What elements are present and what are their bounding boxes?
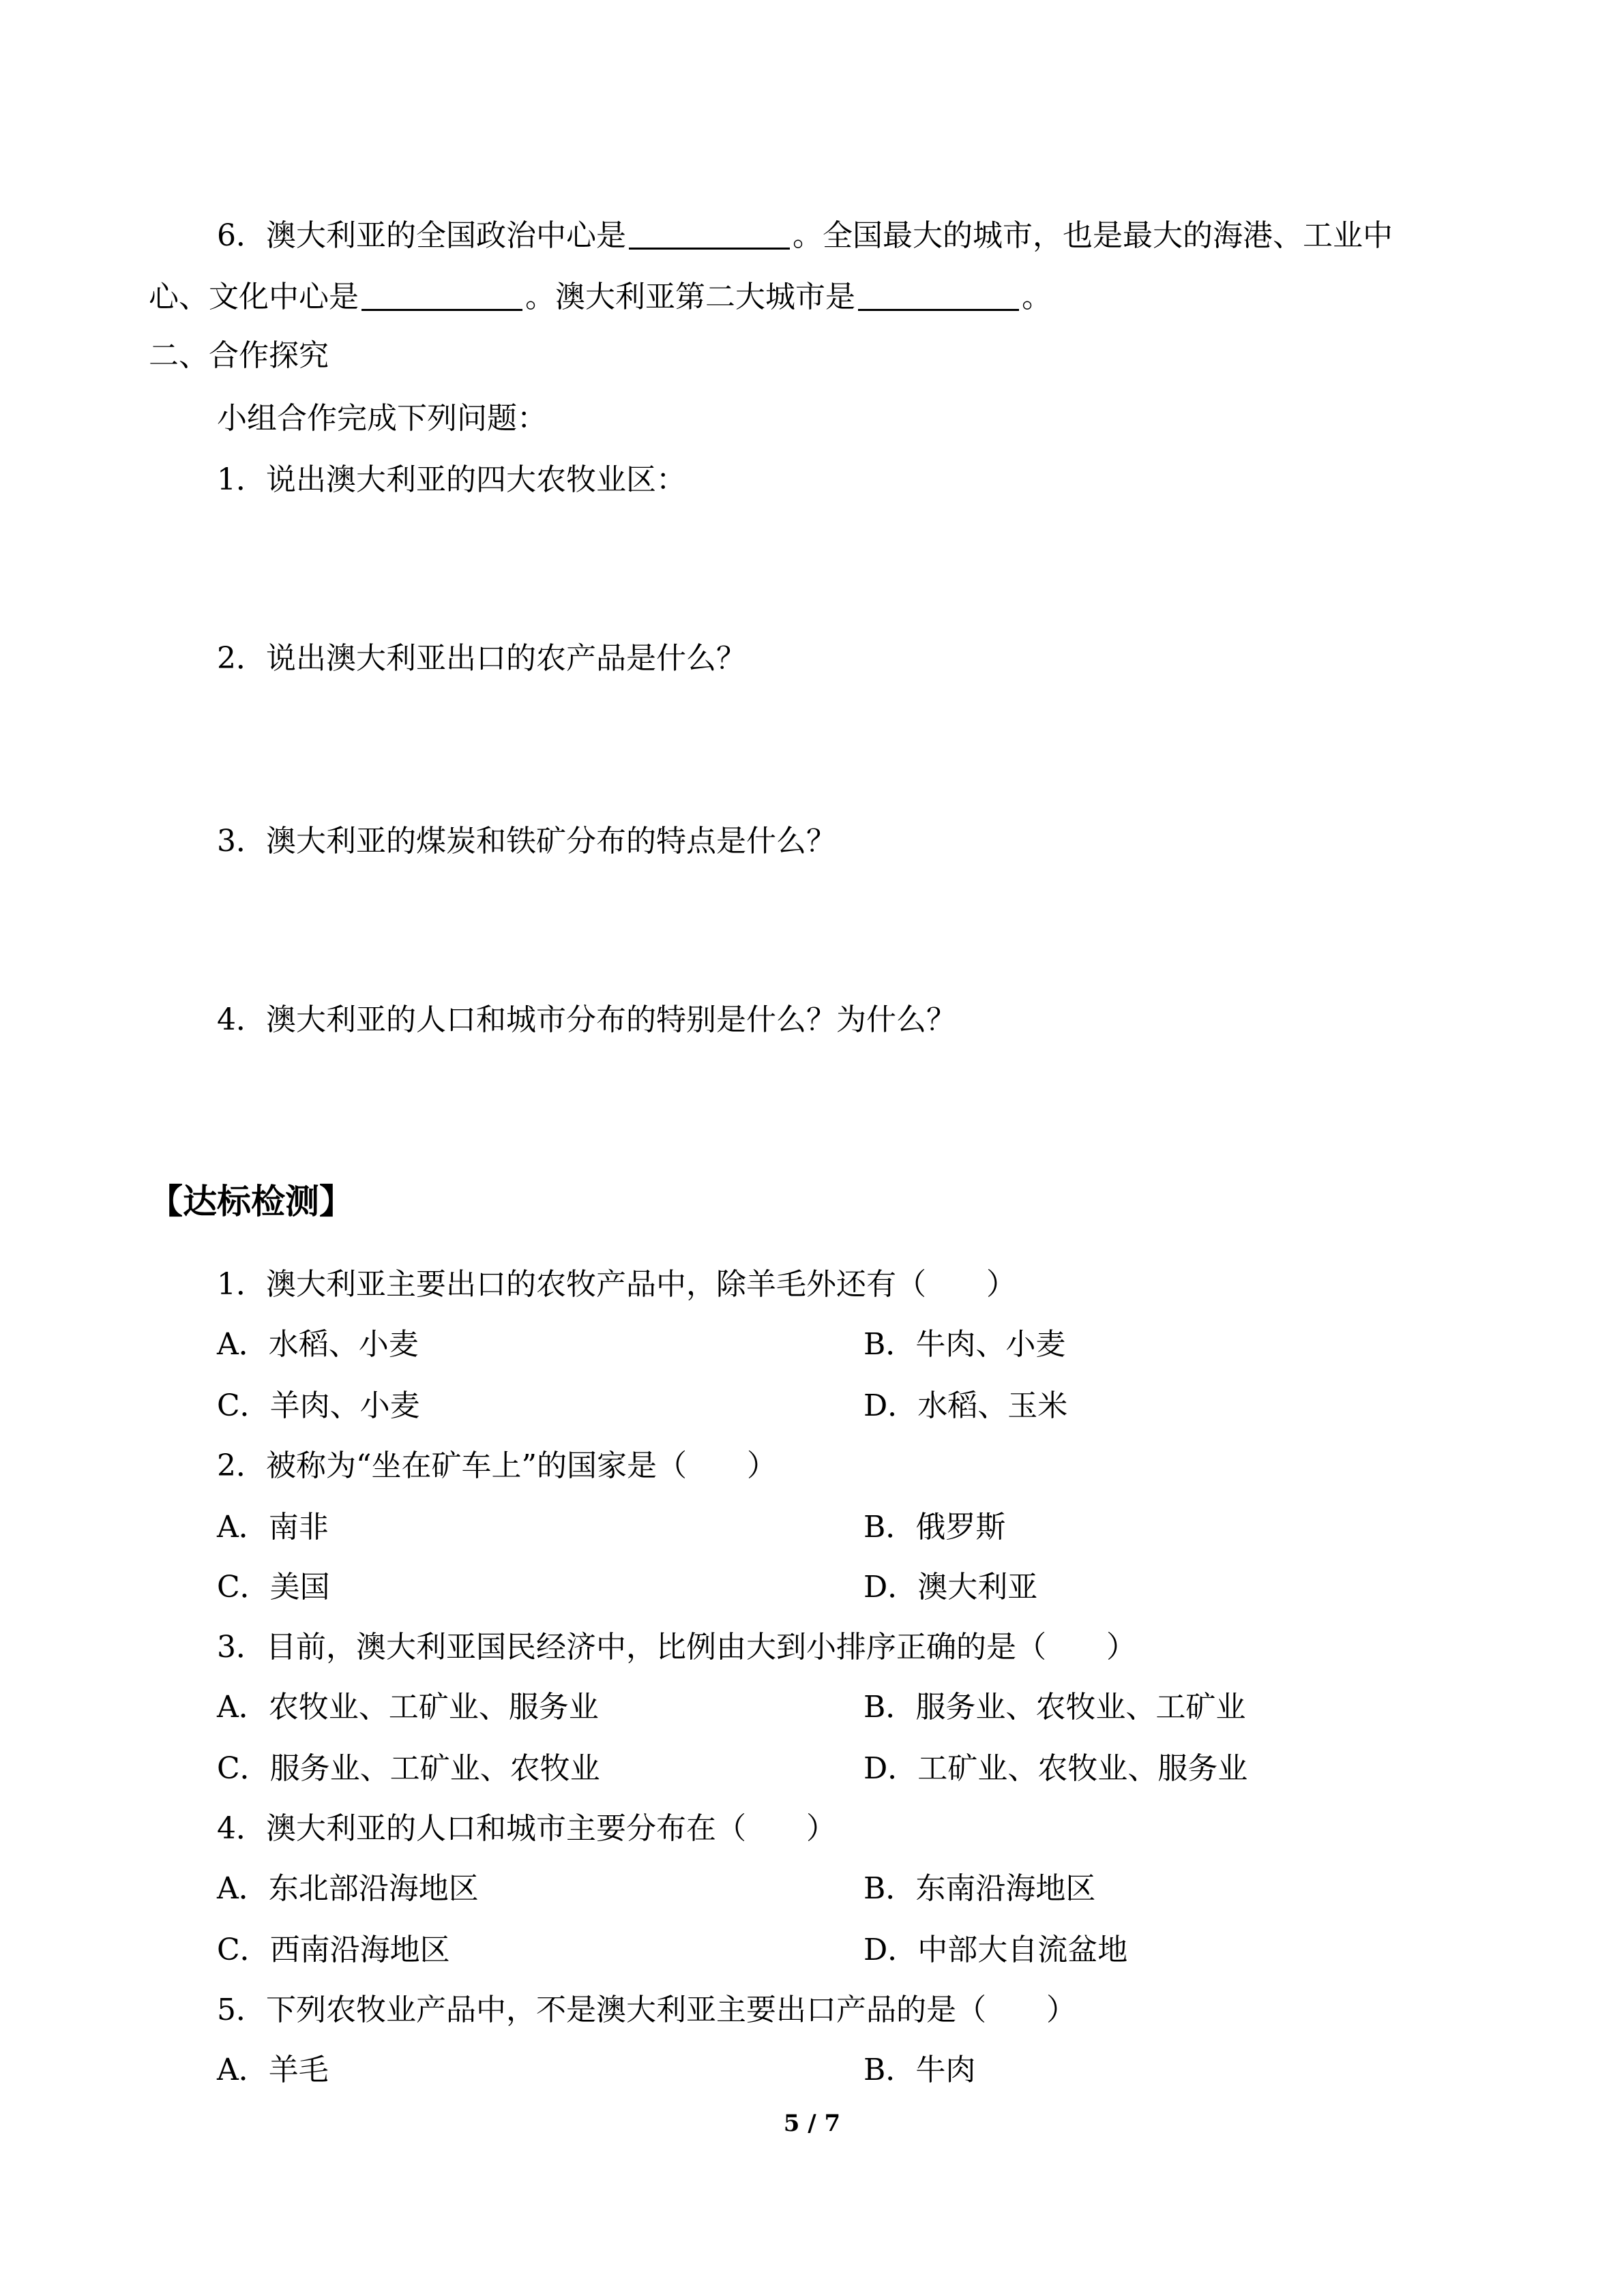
mc-option[interactable]: B．东南沿海地区 xyxy=(863,1871,1096,1906)
mc-option[interactable]: A．水稻、小麦 xyxy=(217,1327,419,1362)
inquiry-question: 2．说出澳大利亚出口的农产品是什么？ xyxy=(217,641,746,676)
section-intro: 小组合作完成下列问题： xyxy=(217,401,547,436)
mc-option[interactable]: C．美国 xyxy=(217,1570,330,1605)
mc-option[interactable]: D．中部大自流盆地 xyxy=(863,1933,1128,1967)
answer-blank[interactable] xyxy=(858,280,1019,311)
question-text: 。全国最大的城市，也是最大的海港、工业中 xyxy=(793,218,1393,253)
mc-option[interactable]: A．南非 xyxy=(217,1510,329,1545)
fill-question-6-line1 xyxy=(217,215,1393,256)
mc-option[interactable]: A．东北部沿海地区 xyxy=(217,1871,479,1906)
mc-option[interactable]: B．服务业、农牧业、工矿业 xyxy=(863,1690,1246,1725)
mc-question-stem: 5．下列农牧业产品中，不是澳大利亚主要出口产品的是（ ） xyxy=(217,1993,1076,2027)
question-text: 6．澳大利亚的全国政治中心是 xyxy=(217,218,626,253)
answer-blank[interactable] xyxy=(629,219,790,250)
inquiry-question: 3．澳大利亚的煤炭和铁矿分布的特点是什么？ xyxy=(217,824,836,859)
question-text: 。澳大利亚第二大城市是 xyxy=(525,280,855,314)
question-text: 。 xyxy=(1022,280,1052,314)
inquiry-question: 1．说出澳大利亚的四大农牧业区： xyxy=(217,462,686,497)
question-text: 心、文化中心是 xyxy=(149,280,359,314)
answer-blank[interactable] xyxy=(361,280,522,311)
mc-option[interactable]: C．西南沿海地区 xyxy=(217,1933,450,1967)
mc-option[interactable]: D．工矿业、农牧业、服务业 xyxy=(863,1751,1248,1786)
mc-option[interactable]: B．牛肉、小麦 xyxy=(863,1327,1066,1362)
mc-option[interactable]: D．水稻、玉米 xyxy=(863,1388,1068,1423)
mc-question-stem: 2．被称为“坐在矿车上”的国家是（ ） xyxy=(217,1448,777,1483)
page-number: 5 / 7 xyxy=(783,2110,841,2137)
mc-option[interactable]: A．羊毛 xyxy=(217,2053,329,2087)
fill-question-6-line2 xyxy=(149,277,1052,318)
mc-option[interactable]: C．羊肉、小麦 xyxy=(217,1388,420,1423)
inquiry-question: 4．澳大利亚的人口和城市分布的特别是什么？为什么？ xyxy=(217,1002,956,1037)
section-title: 二、合作探究 xyxy=(149,338,329,373)
mc-option[interactable]: B．牛肉 xyxy=(863,2053,976,2087)
mc-option[interactable]: D．澳大利亚 xyxy=(863,1570,1038,1605)
section-heading: 【达标检测】 xyxy=(149,1182,353,1221)
mc-question-stem: 4．澳大利亚的人口和城市主要分布在（ ） xyxy=(217,1811,836,1846)
mc-question-stem: 1．澳大利亚主要出口的农牧产品中，除羊毛外还有（ ） xyxy=(217,1267,1016,1302)
mc-option[interactable]: C．服务业、工矿业、农牧业 xyxy=(217,1751,600,1786)
mc-option[interactable]: A．农牧业、工矿业、服务业 xyxy=(217,1690,599,1725)
mc-question-stem: 3．目前，澳大利亚国民经济中，比例由大到小排序正确的是（ ） xyxy=(217,1630,1136,1665)
mc-option[interactable]: B．俄罗斯 xyxy=(863,1510,1006,1545)
